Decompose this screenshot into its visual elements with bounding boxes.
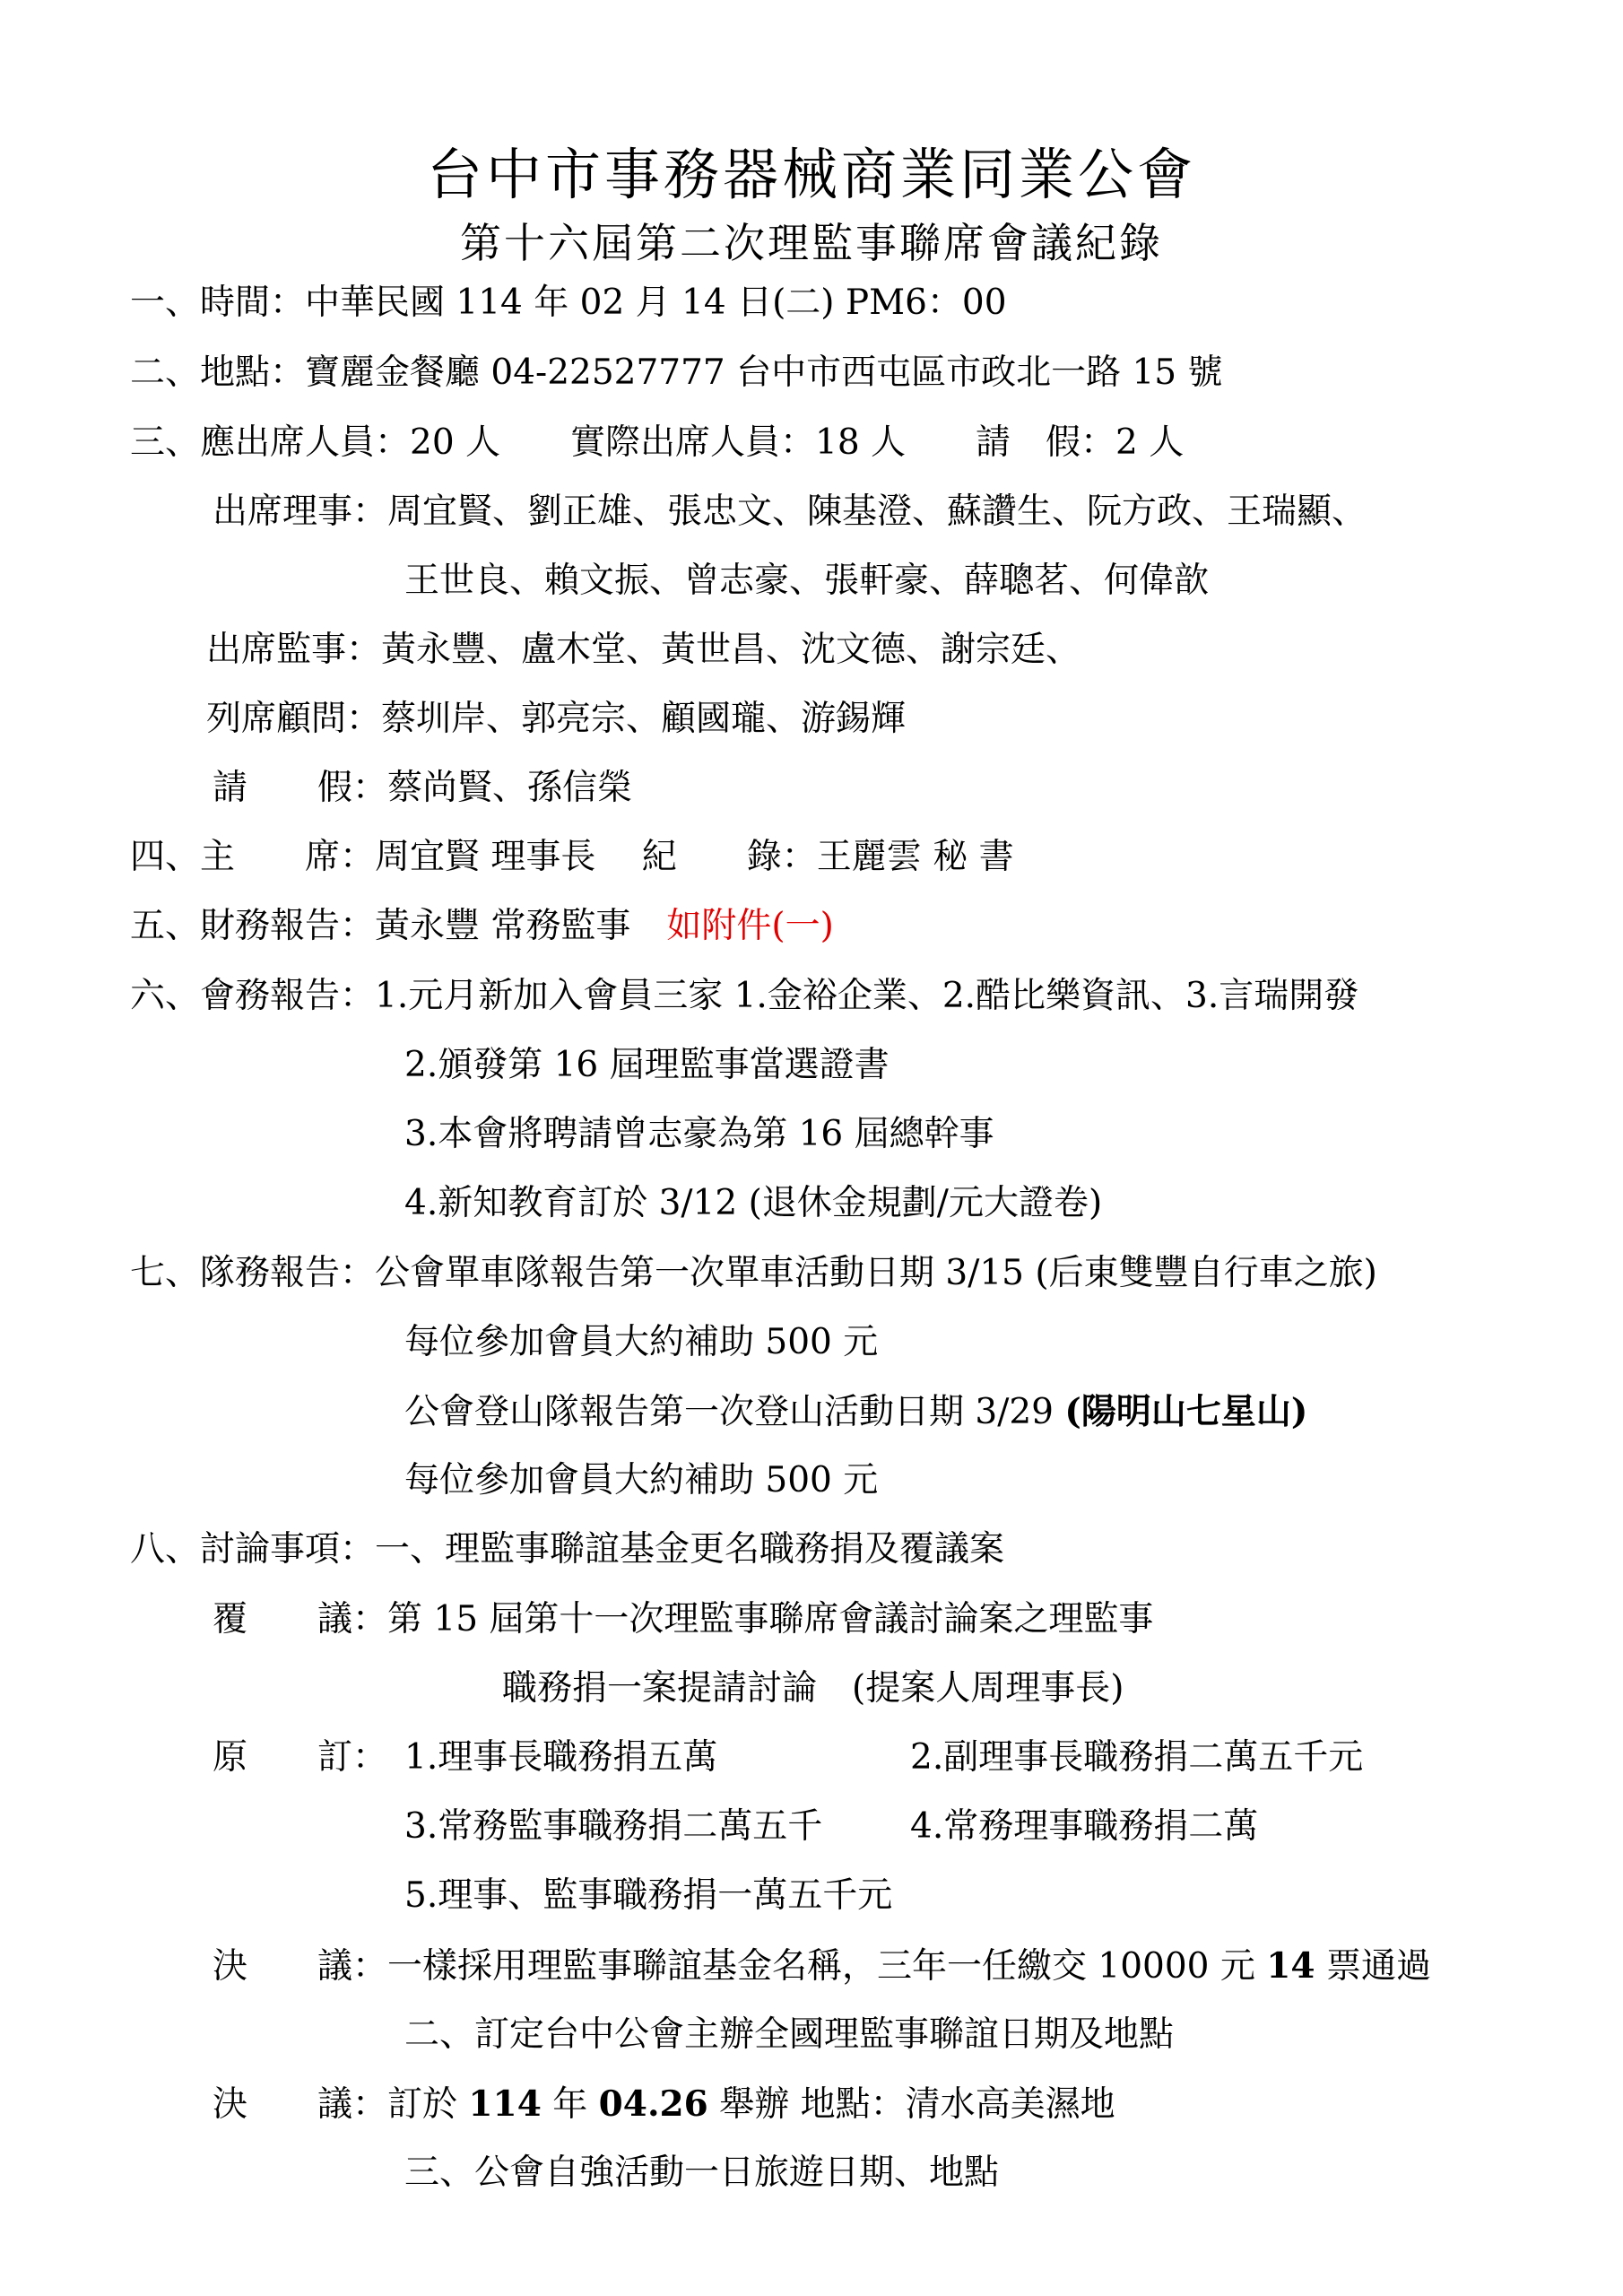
meeting-subtitle: 第十六屆第二次理監事聯席會議紀錄	[460, 219, 1163, 267]
affairs-report-1: 六、會務報告：1.元月新加入會員三家 1.金裕企業、2.酷比樂資訊、3.言瑞開發	[130, 976, 1359, 1016]
affairs-report-4: 4.新知教育訂於 3/12 (退休金規劃/元大證卷)	[404, 1183, 1103, 1223]
attending-directors-line2: 王世良、賴文振、曾志豪、張軒豪、薛聰茗、何偉歆	[404, 561, 1210, 601]
team-report-4: 每位參加會員大約補助 500 元	[404, 1460, 879, 1500]
attending-supervisors: 出席監事：黃永豐、盧木堂、黃世昌、沈文德、謝宗廷、	[206, 630, 1081, 670]
review-motion-line2: 職務捐一案提請討論 (提案人周理事長)	[502, 1668, 1124, 1709]
review-motion-line1: 覆 議：第 15 屆第十一次理監事聯席會議討論案之理監事	[213, 1599, 1154, 1639]
meeting-place: 二、地點：寶麗金餐廳 04-22527777 台中市西屯區市政北一路 15 號	[130, 352, 1223, 393]
resolution-2	[213, 2082, 1115, 2127]
resolution-2-date: 04.26	[598, 2083, 708, 2125]
affairs-report-2: 2.頒發第 16 屆理監事當選證書	[404, 1045, 890, 1085]
original-item-3: 3.常務監事職務捐二萬五千	[404, 1806, 823, 1847]
original-label: 原 訂：	[213, 1737, 388, 1778]
on-leave: 請 假：蔡尚賢、孫信榮	[213, 768, 633, 808]
association-title: 台中市事務器械商業同業公會	[426, 142, 1196, 207]
discussion-item-1: 八、討論事項：一、理監事聯誼基金更名職務捐及覆議案	[130, 1529, 1005, 1570]
resolution-2-year: 114	[468, 2083, 542, 2125]
chair-and-recorder: 四、主 席：周宜賢 理事長 紀 錄：王麗雲 秘 書	[130, 837, 1014, 877]
attending-advisors: 列席顧問：蔡圳岸、郭亮宗、顧國瓏、游錫輝	[206, 699, 907, 739]
resolution-1-votes: 14	[1266, 1945, 1315, 1987]
team-report-2: 每位參加會員大約補助 500 元	[404, 1322, 879, 1362]
team-report-3-destination: (陽明山七星山)	[1064, 1391, 1308, 1432]
finance-attachment-note: 如附件(一)	[666, 906, 834, 946]
original-item-2: 2.副理事長職務捐二萬五千元	[910, 1737, 1364, 1778]
original-item-4: 4.常務理事職務捐二萬	[910, 1806, 1259, 1847]
discussion-item-3: 三、公會自強活動一日旅遊日期、地點	[404, 2152, 1000, 2193]
discussion-item-2: 二、訂定台中公會主辦全國理監事聯誼日期及地點	[404, 2014, 1175, 2055]
resolution-2-prefix: 決 議：訂於	[213, 2084, 458, 2125]
resolution-1	[213, 1944, 1431, 1989]
attendance-counts: 三、應出席人員：20 人 實際出席人員：18 人 請 假：2 人	[130, 422, 1185, 463]
resolution-2-year-unit: 年	[552, 2084, 588, 2125]
resolution-1-text: 決 議：一樣採用理監事聯誼基金名稱，三年一任繳交 10000 元	[213, 1946, 1255, 1987]
resolution-2-location: 舉辦 地點：清水高美濕地	[719, 2084, 1115, 2125]
team-report-1: 七、隊務報告：公會單車隊報告第一次單車活動日期 3/15 (后東雙豐自行車之旅)	[130, 1253, 1377, 1293]
meeting-time: 一、時間：中華民國 114 年 02 月 14 日(二) PM6：00	[130, 283, 1007, 323]
original-item-1: 1.理事長職務捐五萬	[404, 1737, 718, 1778]
finance-report	[130, 904, 834, 949]
team-report-3-text: 公會登山隊報告第一次登山活動日期 3/29	[404, 1392, 1054, 1432]
resolution-1-suffix: 票通過	[1325, 1946, 1431, 1987]
original-item-5: 5.理事、監事職務捐一萬五千元	[404, 1875, 893, 1916]
attending-directors-line1: 出席理事：周宜賢、劉正雄、張忠文、陳基澄、蘇讚生、阮方政、王瑞顯、	[213, 491, 1367, 532]
finance-report-text: 五、財務報告：黃永豐 常務監事	[130, 906, 631, 946]
team-report-3	[404, 1389, 1307, 1435]
affairs-report-3: 3.本會將聘請曾志豪為第 16 屆總幹事	[404, 1114, 994, 1154]
